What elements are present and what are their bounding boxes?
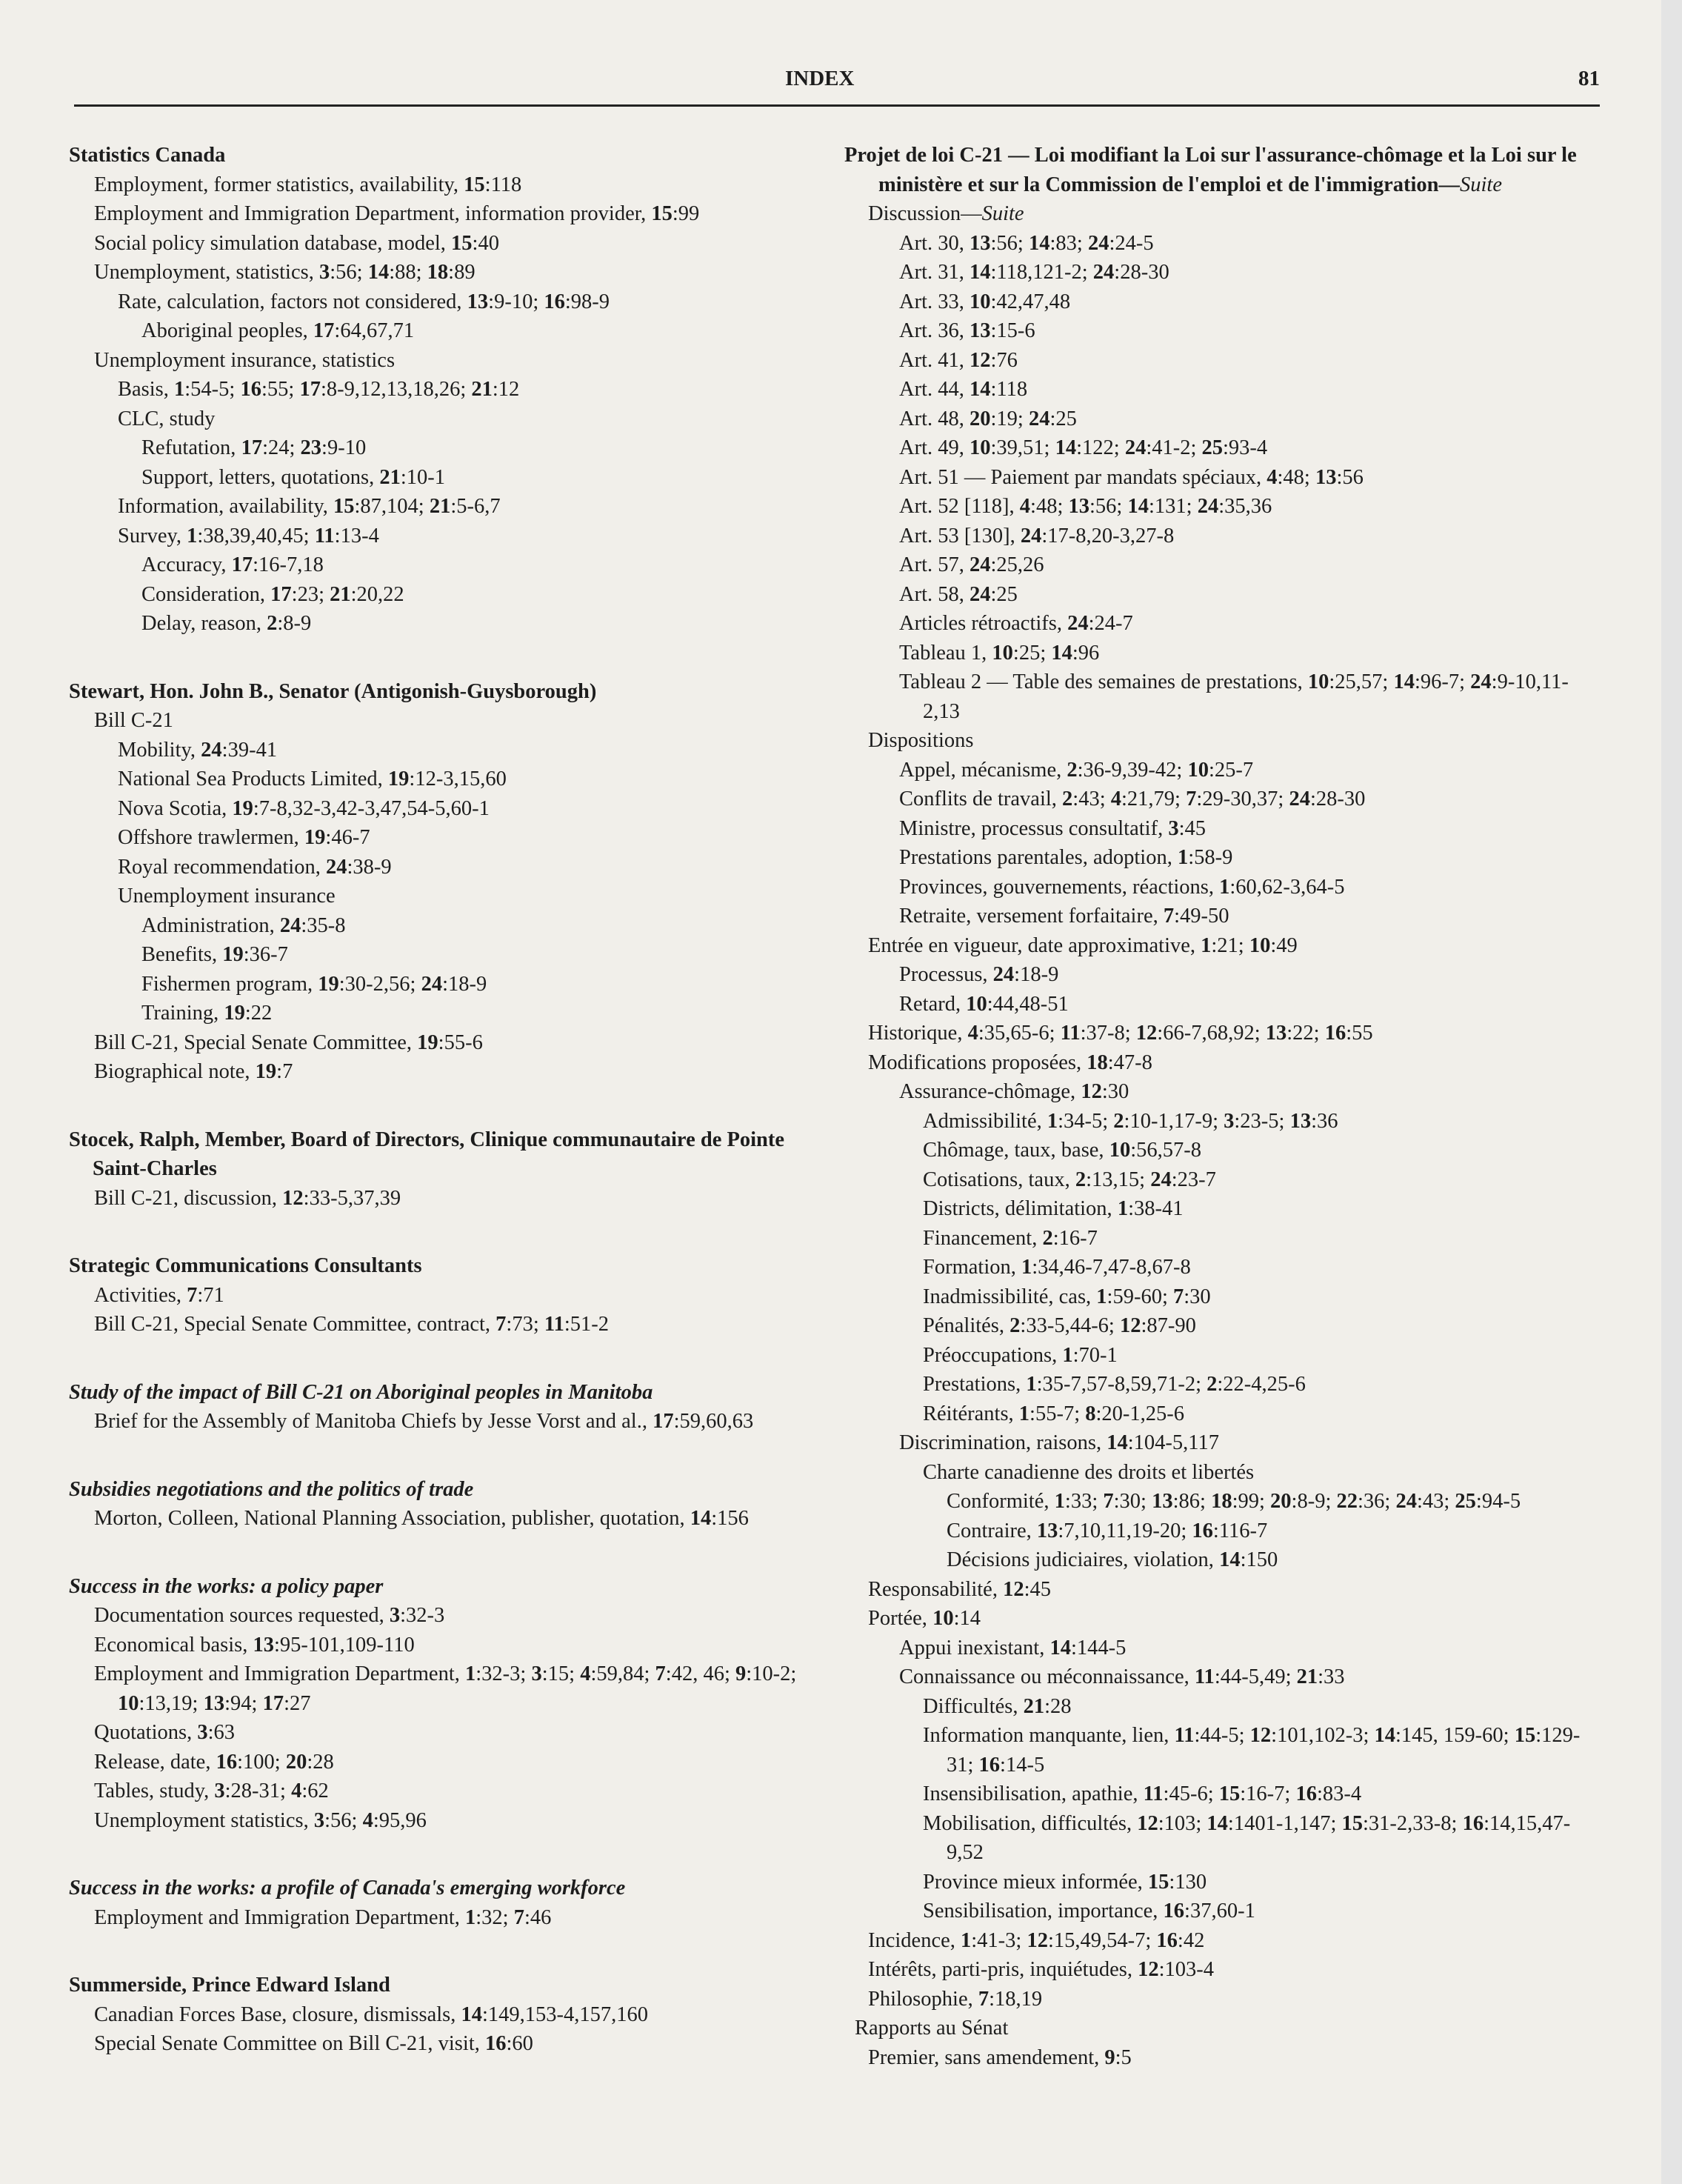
index-entry-statistics-canada	[69, 141, 802, 639]
subentry: Provinces, gouvernements, réactions, 1:60,62-3,64-5	[899, 875, 1345, 899]
subentry: Décisions judiciaires, violation, 14:150	[947, 1548, 1278, 1571]
subentry: Bill C-21, Special Senate Committee, contract, 7:73; 11:51-2	[94, 1313, 609, 1336]
subentry: CLC, study	[118, 407, 216, 430]
subentry: Fishermen program, 19:30-2,56; 24:18-9	[141, 972, 487, 996]
page-number: 81	[1578, 67, 1600, 90]
header-rule	[74, 104, 1600, 107]
subentry: Prestations parentales, adoption, 1:58-9	[899, 846, 1233, 869]
subentry: Basis, 1:54-5; 16:55; 17:8-9,12,13,18,26; 21:12	[118, 378, 520, 401]
subentry: Aboriginal peoples, 17:64,67,71	[141, 319, 415, 342]
subentry: Brief for the Assembly of Manitoba Chiefs by Jesse Vorst and al., 17:59,60,63	[94, 1410, 754, 1433]
subentry: Art. 52 [118], 4:48; 13:56; 14:131; 24:35,36	[899, 495, 1272, 518]
subentry: Bill C-21, Special Senate Committee, 19:55-6	[94, 1031, 483, 1054]
subentry: Préoccupations, 1:70-1	[923, 1343, 1118, 1367]
subentry: Benefits, 19:36-7	[141, 943, 288, 966]
subentry: Unemployment, statistics, 3:56; 14:88; 18:89	[94, 261, 475, 284]
subentry: Province mieux informée, 15:130	[923, 1870, 1207, 1894]
subentry: Support, letters, quotations, 21:10-1	[141, 465, 446, 489]
entry-heading: Success in the works: a profile of Canada's emerging workforce	[69, 1877, 626, 1900]
index-entry-stewart	[69, 677, 802, 1087]
subentry: Information manquante, lien, 11:44-5; 12:101,102-3; 14:145, 159-60; 15:129-31; 16:14-5	[923, 1724, 1581, 1777]
subentry: Historique, 4:35,65-6; 11:37-8; 12:66-7,68,92; 13:22; 16:55	[868, 1022, 1373, 1045]
subentry: Mobility, 24:39-41	[118, 738, 278, 762]
subentry: Philosophie, 7:18,19	[868, 1987, 1043, 2011]
entry-heading: Success in the works: a policy paper	[69, 1574, 384, 1598]
subentry: Employment and Immigration Department, information provider, 15:99	[94, 202, 700, 225]
subentry: Art. 58, 24:25	[899, 582, 1018, 606]
entry-heading: Stocek, Ralph, Member, Board of Directors, Clinique communautaire de Pointe Saint-Charles	[69, 1128, 785, 1180]
subentry: Information, availability, 15:87,104; 21:5-6,7	[118, 495, 501, 518]
entry-heading: Statistics Canada	[69, 144, 226, 167]
index-entry-strategic	[69, 1251, 802, 1339]
subentry: Tableau 2 — Table des semaines de prestations, 10:25,57; 14:96-7; 24:9-10,11-2,13	[899, 670, 1569, 723]
subentry: Unemployment insurance, statistics	[94, 348, 396, 372]
subentry: Biographical note, 19:7	[94, 1060, 293, 1083]
subentry: Administration, 24:35-8	[141, 913, 346, 937]
subentry: Prestations, 1:35-7,57-8,59,71-2; 2:22-4,25-6	[923, 1373, 1306, 1396]
subentry: Art. 53 [130], 24:17-8,20-3,27-8	[899, 524, 1175, 547]
subentry: Discussion—Suite	[868, 202, 1024, 225]
subentry: Art. 49, 10:39,51; 14:122; 24:41-2; 25:93-4	[899, 436, 1268, 459]
subentry: Articles rétroactifs, 24:24-7	[899, 612, 1133, 635]
subentry: Dispositions	[868, 729, 974, 752]
subentry: Assurance-chômage, 12:30	[899, 1080, 1129, 1103]
subentry: Districts, délimitation, 1:38-41	[923, 1197, 1184, 1220]
subentry: Rapports au Sénat	[855, 2017, 1009, 2040]
subentry: Rate, calculation, factors not considered, 13:9-10; 16:98-9	[118, 290, 610, 313]
entry-heading: Strategic Communications Consultants	[69, 1254, 422, 1277]
index-entry-summerside	[69, 1971, 802, 2059]
subentry: Art. 51 — Paiement par mandats spéciaux, 4:48; 13:56	[899, 465, 1364, 489]
entry-heading: Summerside, Prince Edward Island	[69, 1974, 390, 1997]
subentry: Modifications proposées, 18:47-8	[868, 1051, 1152, 1074]
subentry: Art. 41, 12:76	[899, 348, 1018, 372]
subentry: Activities, 7:71	[94, 1283, 224, 1307]
subentry: Processus, 24:18-9	[899, 963, 1059, 986]
subentry: Incidence, 1:41-3; 12:15,49,54-7; 16:42	[868, 1928, 1205, 1952]
subentry: Quotations, 3:63	[94, 1721, 235, 1744]
page-title: INDEX	[785, 67, 855, 90]
subentry: Employment, former statistics, availability, 15:118	[94, 173, 522, 196]
subentry: Delay, reason, 2:8-9	[141, 612, 312, 635]
subentry: Refutation, 17:24; 23:9-10	[141, 436, 367, 459]
subentry: Appel, mécanisme, 2:36-9,39-42; 10:25-7	[899, 758, 1254, 782]
subentry: Release, date, 16:100; 20:28	[94, 1750, 334, 1774]
subentry: Accuracy, 17:16-7,18	[141, 553, 324, 576]
subentry: Art. 33, 10:42,47,48	[899, 290, 1071, 313]
subentry: Financement, 2:16-7	[923, 1226, 1098, 1250]
index-entry-success-policy	[69, 1572, 802, 1836]
subentry: Unemployment insurance	[118, 885, 336, 908]
subentry: Connaissance ou méconnaissance, 11:44-5,49; 21:33	[899, 1665, 1345, 1688]
index-entry-subsidies	[69, 1475, 802, 1534]
entry-heading: Stewart, Hon. John B., Senator (Antigonish-Guysborough)	[69, 679, 597, 703]
index-entry-success-profile	[69, 1874, 802, 1932]
subentry: Documentation sources requested, 3:32-3	[94, 1604, 445, 1627]
subentry: Tableau 1, 10:25; 14:96	[899, 641, 1100, 665]
subentry: Morton, Colleen, National Planning Association, publisher, quotation, 14:156	[94, 1507, 749, 1530]
subentry: Training, 19:22	[141, 1002, 273, 1025]
entry-heading: Study of the impact of Bill C-21 on Aboriginal peoples in Manitoba	[69, 1380, 653, 1404]
subentry: Difficultés, 21:28	[923, 1694, 1072, 1718]
subentry: Premier, sans amendement, 9:5	[868, 2045, 1132, 2069]
subentry: Admissibilité, 1:34-5; 2:10-1,17-9; 3:23-5; 13:36	[923, 1109, 1338, 1133]
subentry: Special Senate Committee on Bill C-21, visit, 16:60	[94, 2032, 533, 2055]
subentry: Portée, 10:14	[868, 1607, 981, 1630]
subentry: Retard, 10:44,48-51	[899, 992, 1069, 1016]
subentry: Tables, study, 3:28-31; 4:62	[94, 1780, 329, 1802]
subentry: Chômage, taux, base, 10:56,57-8	[923, 1139, 1201, 1162]
subentry: Entrée en vigueur, date approximative, 1:21; 10:49	[868, 933, 1298, 957]
subentry: Art. 48, 20:19; 24:25	[899, 407, 1077, 430]
left-column	[69, 141, 802, 2059]
subentry: Responsabilité, 12:45	[868, 1577, 1051, 1601]
subentry: Ministre, processus consultatif, 3:45	[899, 816, 1206, 840]
subentry: Formation, 1:34,46-7,47-8,67-8	[923, 1256, 1191, 1279]
subentry: Pénalités, 2:33-5,44-6; 12:87-90	[923, 1314, 1196, 1337]
subentry: Art. 30, 13:56; 14:83; 24:24-5	[899, 231, 1154, 255]
subentry: Art. 31, 14:118,121-2; 24:28-30	[899, 261, 1169, 284]
subentry: Retraite, versement forfaitaire, 7:49-50	[899, 905, 1229, 928]
page-header	[74, 67, 1600, 100]
subentry: Contraire, 13:7,10,11,19-20; 16:116-7	[947, 1519, 1268, 1542]
entry-heading: Subsidies negotiations and the politics of trade	[69, 1477, 474, 1501]
subentry: Cotisations, taux, 2:13,15; 24:23-7	[923, 1168, 1216, 1191]
subentry: Conflits de travail, 2:43; 4:21,79; 7:29-30,37; 24:28-30	[899, 788, 1366, 810]
subentry: Offshore trawlermen, 19:46-7	[118, 826, 370, 849]
subentry: Employment and Immigration Department, 1:32; 7:46	[94, 1905, 552, 1929]
subentry: Art. 36, 13:15-6	[899, 319, 1035, 342]
subentry: Consideration, 17:23; 21:20,22	[141, 582, 404, 606]
right-column	[844, 141, 1592, 2072]
subentry: Discrimination, raisons, 14:104-5,117	[899, 1431, 1219, 1454]
subentry: Bill C-21, discussion, 12:33-5,37,39	[94, 1186, 401, 1210]
subentry: Survey, 1:38,39,40,45; 11:13-4	[118, 524, 379, 547]
scan-edge	[1661, 0, 1682, 2184]
entry-heading: Projet de loi C-21 — Loi modifiant la Loi sur l'assurance-chômage et la Loi sur le ministère et sur la Commission de l'emploi et de l'immigration—Suite	[844, 144, 1577, 196]
index-entry-study	[69, 1378, 802, 1436]
subentry: Intérêts, parti-pris, inquiétudes, 12:103-4	[868, 1958, 1214, 1981]
subentry: Art. 57, 24:25,26	[899, 553, 1044, 576]
subentry: Appui inexistant, 14:144-5	[899, 1636, 1127, 1659]
index-entry-stocek	[69, 1125, 802, 1213]
subentry: Social policy simulation database, model, 15:40	[94, 231, 499, 255]
subentry: Canadian Forces Base, closure, dismissals, 14:149,153-4,157,160	[94, 2002, 649, 2026]
subentry: Economical basis, 13:95-101,109-110	[94, 1633, 415, 1657]
subentry: Art. 44, 14:118	[899, 378, 1028, 401]
subentry: Unemployment statistics, 3:56; 4:95,96	[94, 1808, 427, 1832]
subentry: Réitérants, 1:55-7; 8:20-1,25-6	[923, 1402, 1185, 1425]
subentry: Mobilisation, difficultés, 12:103; 14:1401-1,147; 15:31-2,33-8; 16:14,15,47-9,52	[923, 1811, 1571, 1864]
subentry: Royal recommendation, 24:38-9	[118, 855, 392, 879]
subentry: Insensibilisation, apathie, 11:45-6; 15:16-7; 16:83-4	[923, 1782, 1362, 1805]
subentry: Conformité, 1:33; 7:30; 13:86; 18:99; 20:8-9; 22:36; 24:43; 25:94-5	[947, 1490, 1521, 1513]
subentry: Sensibilisation, importance, 16:37,60-1	[923, 1900, 1255, 1922]
subentry: Bill C-21	[94, 709, 173, 732]
subentry: Employment and Immigration Department, 1:32-3; 3:15; 4:59,84; 7:42, 46; 9:10-2; 10:13,19; 13:94; 17:27	[94, 1662, 797, 1715]
subentry: Nova Scotia, 19:7-8,32-3,42-3,47,54-5,60-1	[118, 796, 490, 820]
subentry: Inadmissibilité, cas, 1:59-60; 7:30	[923, 1285, 1211, 1308]
subentry: Charte canadienne des droits et libertés	[923, 1460, 1255, 1484]
subentry: National Sea Products Limited, 19:12-3,15,60	[118, 768, 507, 790]
